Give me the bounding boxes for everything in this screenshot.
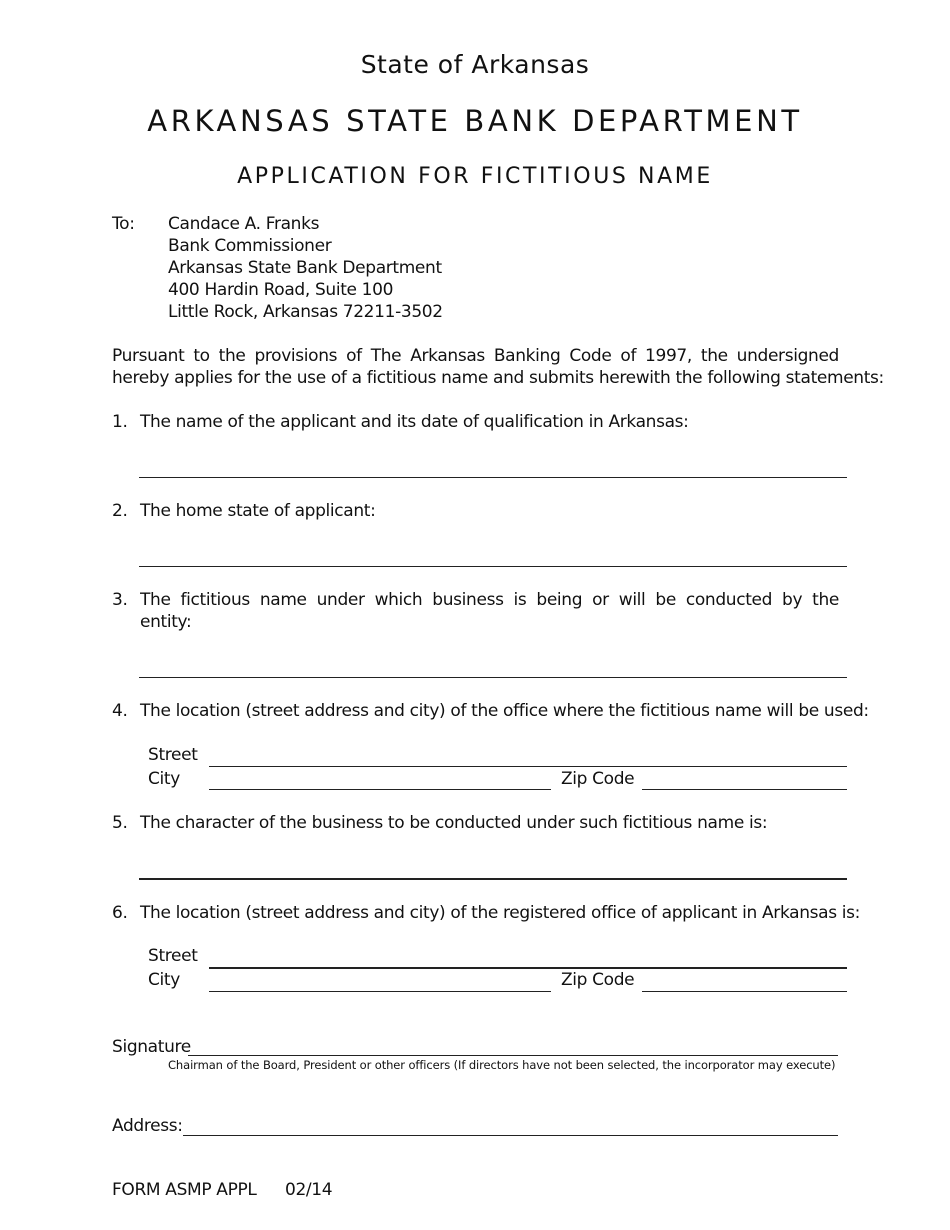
department-heading: ARKANSAS STATE BANK DEPARTMENT [147, 104, 803, 138]
form-id: FORM ASMP APPL [112, 1180, 257, 1200]
office-zip-field[interactable] [642, 789, 847, 790]
item-1-number: 1. [112, 412, 128, 432]
office-city-field[interactable] [209, 789, 551, 790]
item-6-number: 6. [112, 903, 128, 923]
address-field[interactable] [183, 1135, 838, 1136]
registered-street-label: Street [148, 946, 198, 966]
item-3-number: 3. [112, 590, 128, 610]
addressee-street: 400 Hardin Road, Suite 100 [168, 280, 394, 300]
item-5-text: The character of the business to be conducted under such fictitious name is: [140, 813, 768, 833]
item-3-text-cont: entity: [140, 612, 192, 632]
addressee-city: Little Rock, Arkansas 72211-3502 [168, 302, 443, 322]
item-5-number: 5. [112, 813, 128, 833]
office-city-label: City [148, 769, 180, 789]
registered-street-field[interactable] [209, 967, 847, 969]
item-4-text: The location (street address and city) of the office where the fictitious name will be used: [140, 701, 869, 721]
applicant-name-field[interactable] [139, 477, 847, 478]
item-3-text: The fictitious name under which business is being or will be conducted by the [140, 590, 839, 610]
registered-zip-label: Zip Code [561, 970, 635, 990]
signature-caption: Chairman of the Board, President or other officers (If directors have not been selected, the incorporator may execute) [168, 1058, 836, 1072]
registered-city-field[interactable] [209, 991, 551, 992]
form-title: APPLICATION FOR FICTITIOUS NAME [237, 164, 713, 189]
item-2-number: 2. [112, 501, 128, 521]
addressee-title: Bank Commissioner [168, 236, 332, 256]
to-label: To: [112, 214, 135, 234]
registered-city-label: City [148, 970, 180, 990]
form-date: 02/14 [285, 1180, 333, 1200]
address-label: Address: [112, 1116, 183, 1136]
intro-line-2: hereby applies for the use of a fictitious name and submits herewith the following statements: [112, 368, 884, 388]
state-heading: State of Arkansas [360, 50, 590, 79]
item-6-text: The location (street address and city) of the registered office of applicant in Arkansas is: [140, 903, 861, 923]
intro-line-1: Pursuant to the provisions of The Arkansas Banking Code of 1997, the undersigned [112, 346, 839, 366]
office-street-label: Street [148, 745, 198, 765]
business-character-field[interactable] [139, 878, 847, 880]
home-state-field[interactable] [139, 566, 847, 567]
signature-field[interactable] [188, 1055, 838, 1056]
registered-zip-field[interactable] [642, 991, 847, 992]
item-4-number: 4. [112, 701, 128, 721]
office-street-field[interactable] [209, 766, 847, 767]
office-zip-label: Zip Code [561, 769, 635, 789]
item-2-text: The home state of applicant: [140, 501, 376, 521]
item-1-text: The name of the applicant and its date of qualification in Arkansas: [140, 412, 689, 432]
signature-label: Signature [112, 1037, 191, 1057]
addressee-name: Candace A. Franks [168, 214, 320, 234]
addressee-org: Arkansas State Bank Department [168, 258, 442, 278]
fictitious-name-field[interactable] [139, 677, 847, 678]
